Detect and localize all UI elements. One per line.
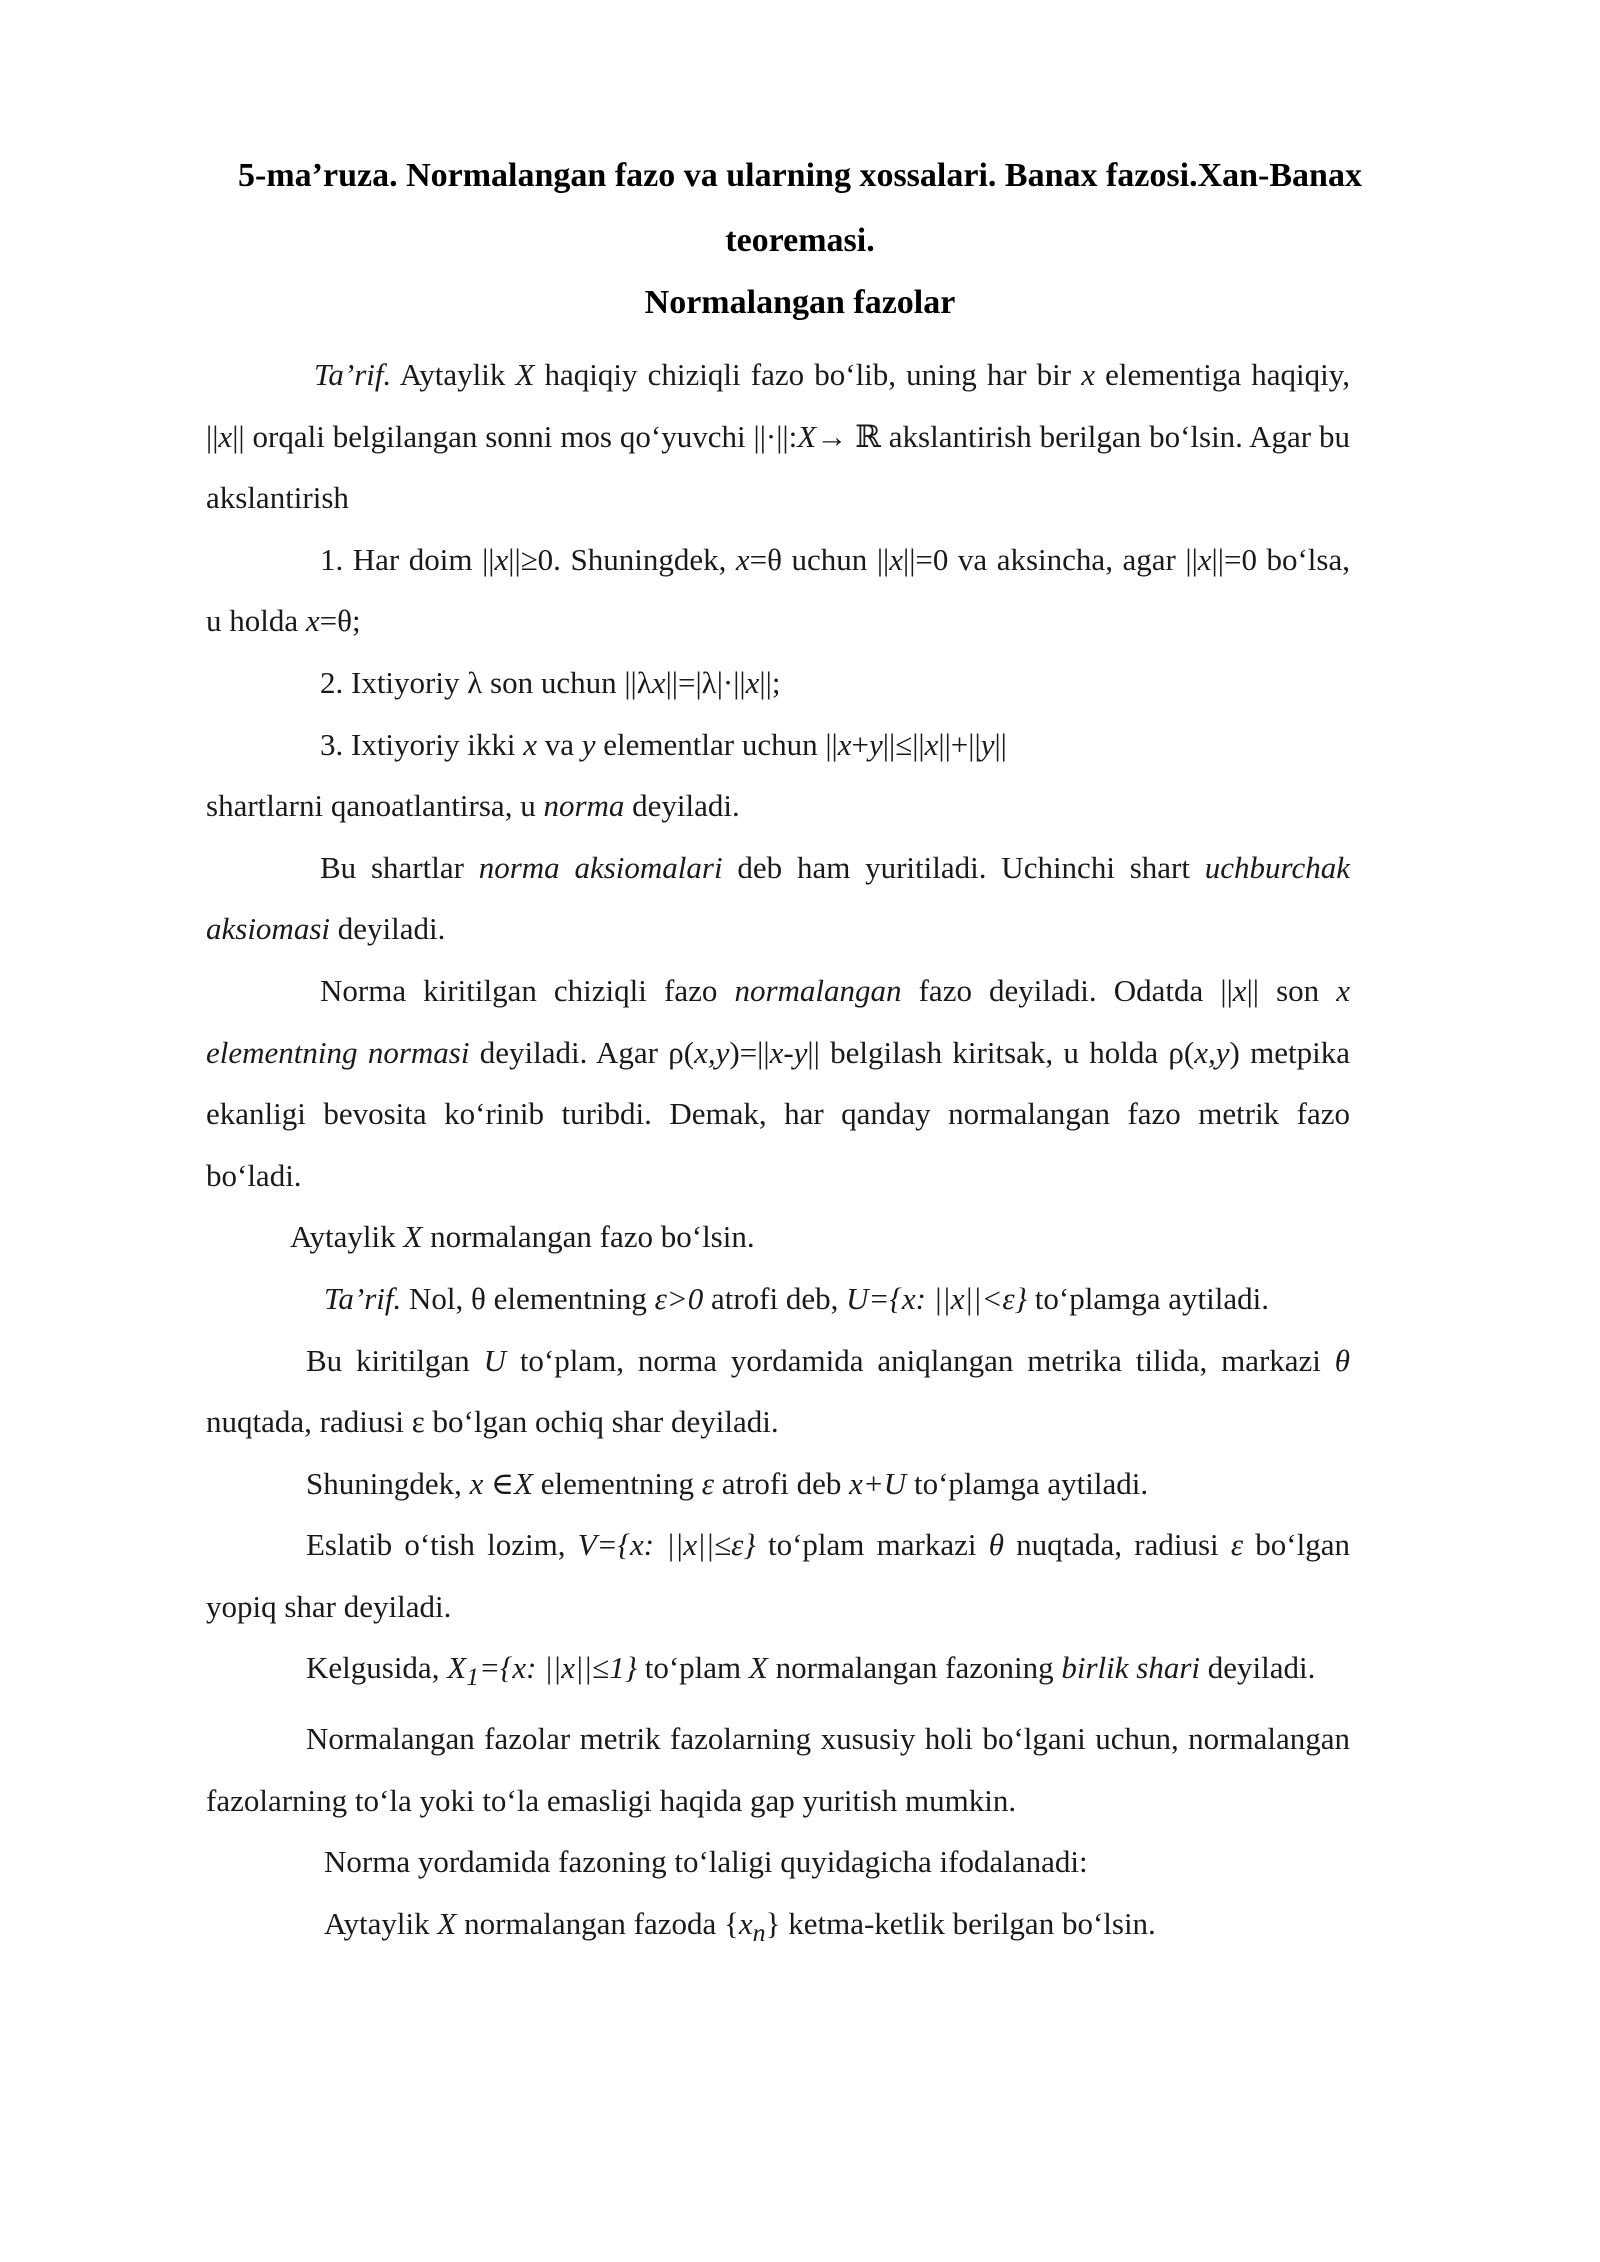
axioms-paragraph: Bu shartlar norma aksiomalari deb ham yuritiladi. Uchinchi shart uchburchak aksiomasi deyiladi.	[206, 849, 1350, 947]
sequence-paragraph: Aytaylik X normalangan fazoda $\{x_n\}$ ketma-ketlik berilgan bo‘lsin.	[324, 1906, 1156, 1948]
normed-space-paragraph: Norma kiritilgan chiziqli fazo normalangan fazo deyiladi. Odatda ||x|| son x elementning normasi deyiladi. Agar ρ(x,y)=||x-y|| belgilash kiritsak, u holda ρ(x,y) metpika ekanligi bevosita ko‘rinib turibdi. Demak, har qanday normalangan fazo metrik fazo bo‘ladi.	[206, 972, 1350, 1193]
axiom-item-2: 2. Ixtiyoriy λ son uchun ||λx||=|λ|·||x||;	[320, 664, 781, 700]
section-heading: Normalangan fazolar	[644, 284, 956, 321]
element-neighborhood-paragraph: Shuningdek, x ∈X elementning ε atrofi deb x+U to‘plamga aytiladi.	[306, 1465, 1149, 1501]
let-normed-space-paragraph: Aytaylik X normalangan fazo bo‘lsin.	[290, 1219, 755, 1255]
closed-ball-paragraph: Eslatib o‘tish lozim, V={x: ||x||≤ε} to‘plam markazi θ nuqtada, radiusi ε bo‘lgan yopiq shar deyiladi.	[206, 1527, 1350, 1624]
norm-conclusion-paragraph: shartlarni qanoatlantirsa, u norma deyiladi.	[206, 788, 740, 824]
lecture-title-line-1: 5-ma’ruza. Normalangan fazo va ularning xossalari. Banax fazosi.Xan-Banax	[238, 157, 1362, 194]
open-ball-paragraph: Bu kiritilgan U to‘plam, norma yordamida aniqlangan metrika tilida, markazi θ nuqtada, radiusi ε bo‘lgan ochiq shar deyiladi.	[206, 1342, 1351, 1440]
unit-ball-paragraph: Kelgusida, $X_1=\{x$: ||x||≤1} to‘plam X normalangan fazoning birlik shari deyiladi.	[306, 1650, 1316, 1692]
definition-norm-paragraph: Ta’rif. Aytaylik X haqiqiy chiziqli fazo bo‘lib, uning har bir x elementiga haqiqiy, ||x|| orqali belgilangan sonni mos qo‘yuvchi ||·||:X→ ℝ akslantirish berilgan bo‘lsin. Agar bu akslantirish	[206, 357, 1350, 516]
definition-neighborhood-paragraph: Ta’rif. Nol, θ elementning ε>0 atrofi deb, U={x: ||x||<ε} to‘plamga aytiladi.	[324, 1280, 1269, 1316]
axiom-item-3: 3. Ixtiyoriy ikki x va y elementlar uchun ||x+y||≤||x||+||y||	[320, 726, 1007, 762]
axiom-item-1: 1. Har doim ||x||≥0. Shuningdek, x=θ uchun ||x||=0 va aksincha, agar ||x||=0 bo‘lsa, u holda x=θ;	[206, 541, 1350, 639]
completeness-norm-paragraph: Norma yordamida fazoning to‘laligi quyidagicha ifodalanadi:	[324, 1844, 1088, 1880]
body-text	[206, 344, 1350, 1964]
lecture-title-line-2: teoremasi.	[725, 222, 875, 259]
completeness-paragraph: Normalangan fazolar metrik fazolarning xususiy holi bo‘lgani uchun, normalangan fazolarning to‘la yoki to‘la emasligi haqida gap yuritish mumkin.	[206, 1721, 1350, 1818]
